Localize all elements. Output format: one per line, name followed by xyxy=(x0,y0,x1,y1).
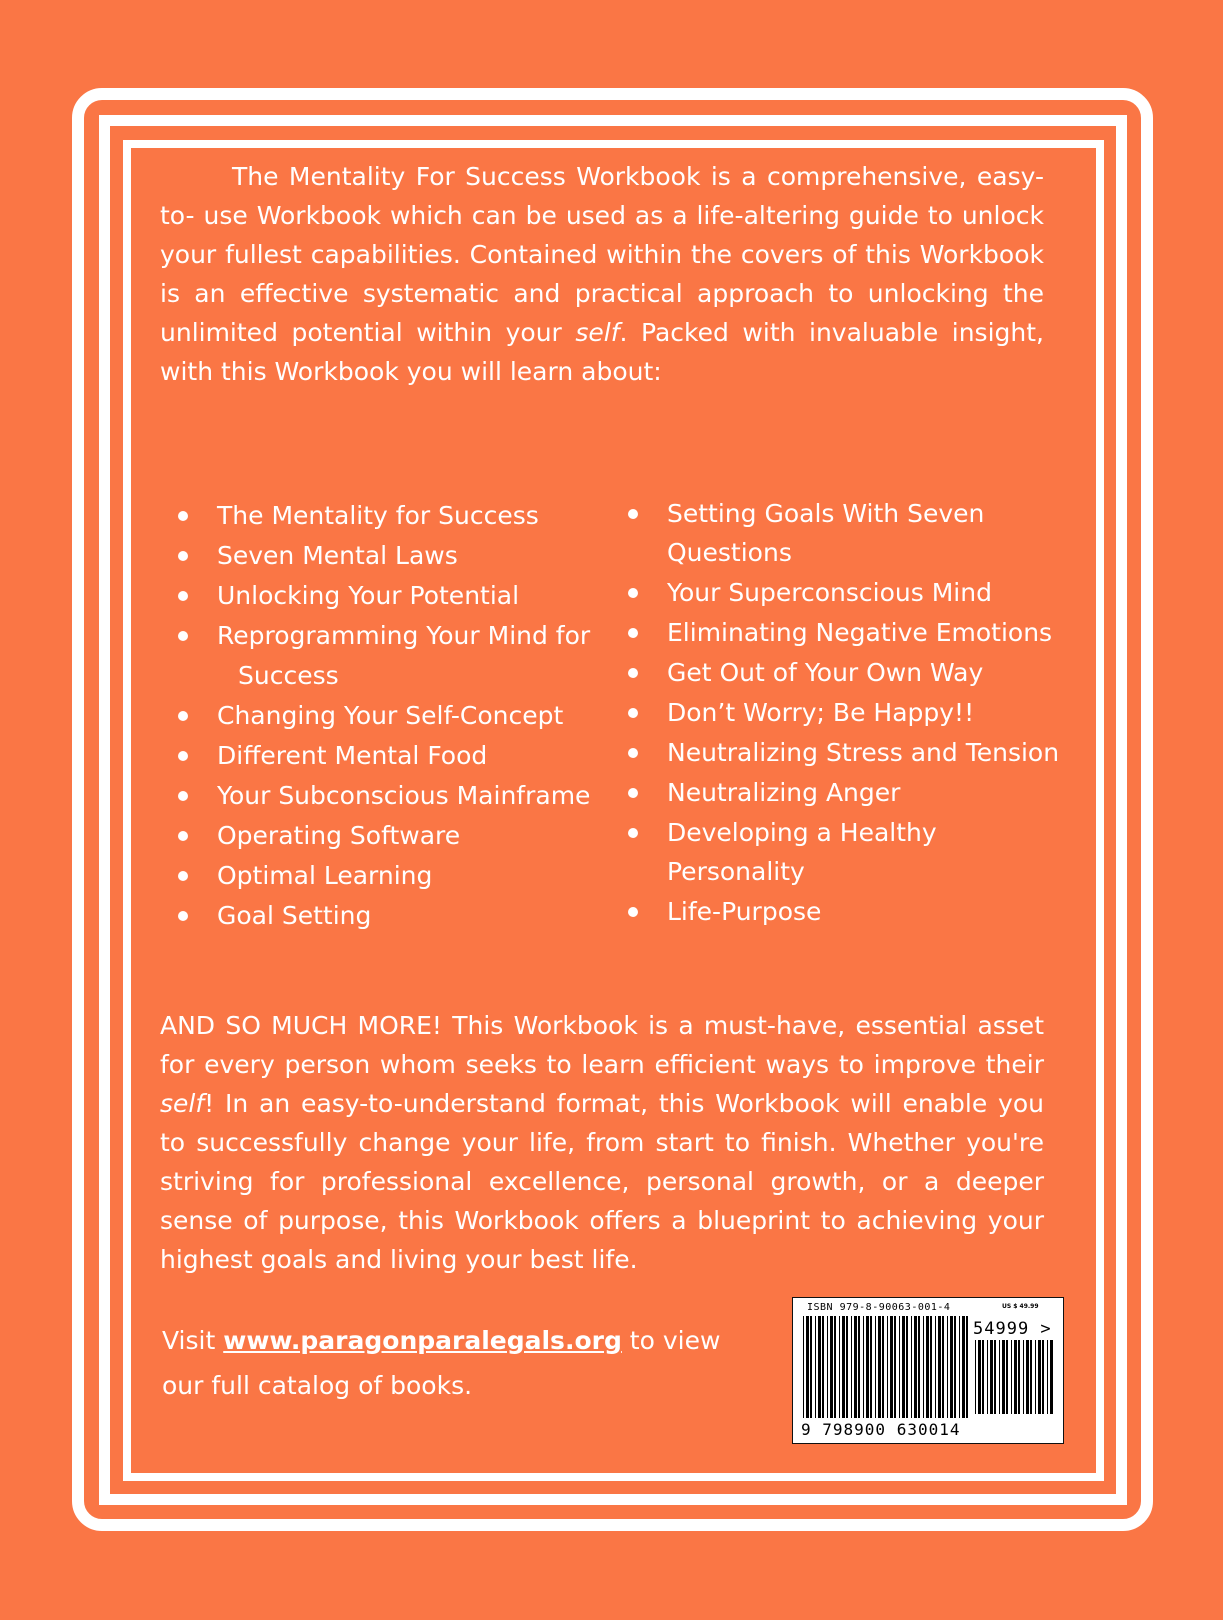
bullet-icon xyxy=(178,591,188,601)
intro-text-1: The Mentality For Success Workbook is a comprehensive, easy-to- use Workbook which can be used as a life-altering guide to unlock your fullest capabilities. Contained within the covers of this Workbook is an effective systematic and practical approach to unlocking the unlimited potential within your xyxy=(160,162,1044,347)
topic-label: Optimal Learning xyxy=(217,861,433,890)
bullet-icon xyxy=(178,911,188,921)
topic-item xyxy=(160,536,630,575)
isbn-barcode xyxy=(792,1297,1064,1444)
topic-label: Neutralizing Stress and Tension xyxy=(667,738,1060,767)
topic-item xyxy=(610,892,1080,931)
intro-text-2: . Packed with invaluable insight, with this Workbook you will learn about: xyxy=(160,318,1044,386)
visit-prefix: Visit xyxy=(162,1326,224,1355)
outro-paragraph xyxy=(160,1006,1044,1279)
topic-item xyxy=(610,653,1080,692)
main-barcode-bars xyxy=(801,1316,971,1420)
bullet-icon xyxy=(628,588,638,598)
topic-item-continuation: Success xyxy=(238,661,339,690)
topic-item xyxy=(160,696,630,735)
intro-italic: self xyxy=(575,318,620,347)
bullet-icon xyxy=(628,668,638,678)
outro-text-1: AND SO MUCH MORE! This Workbook is a must-have, essential asset for every person whom seeks to learn efficient ways to improve their xyxy=(160,1011,1044,1079)
topic-item xyxy=(160,576,630,615)
topic-label: Seven Mental Laws xyxy=(217,541,458,570)
bullet-icon xyxy=(628,907,638,917)
price-code: 54999 > xyxy=(973,1319,1052,1339)
topic-label: Unlocking Your Potential xyxy=(217,581,520,610)
topics-list-right xyxy=(610,494,1080,932)
topic-item xyxy=(160,896,630,935)
visit-line xyxy=(162,1318,722,1408)
topic-label: Operating Software xyxy=(217,821,461,850)
bullet-icon xyxy=(178,511,188,521)
topic-label: Your Subconscious Mainframe xyxy=(217,781,591,810)
topic-label: Eliminating Negative Emotions xyxy=(667,618,1053,647)
topic-item xyxy=(160,736,630,775)
topic-label: Developing a Healthy Personality xyxy=(667,818,937,886)
topic-label: Different Mental Food xyxy=(217,741,488,770)
topic-item xyxy=(610,573,1080,612)
topics-list-left xyxy=(160,496,630,936)
bullet-icon xyxy=(628,748,638,758)
bullet-icon xyxy=(178,791,188,801)
website-link[interactable]: www.paragonparalegals.org xyxy=(223,1326,622,1355)
bullet-icon xyxy=(178,711,188,721)
bullet-icon xyxy=(628,788,638,798)
topic-item xyxy=(160,776,630,815)
topic-item xyxy=(160,616,630,655)
topic-label: Reprogramming Your Mind for xyxy=(217,621,591,650)
addon-barcode-bars xyxy=(973,1340,1053,1416)
bullet-icon xyxy=(628,628,638,638)
bullet-icon xyxy=(178,751,188,761)
bullet-icon xyxy=(178,631,188,641)
topic-item xyxy=(610,613,1080,652)
topic-item xyxy=(160,816,630,855)
isbn-label: ISBN 979-8-90063-001-4 xyxy=(807,1302,951,1313)
topic-label: Neutralizing Anger xyxy=(667,778,901,807)
topic-item xyxy=(610,813,1080,891)
topic-label: The Mentality for Success xyxy=(217,501,539,530)
bullet-icon xyxy=(628,828,638,838)
intro-paragraph xyxy=(160,157,1044,391)
topic-label: Your Superconscious Mind xyxy=(667,578,992,607)
topic-item xyxy=(610,494,1080,572)
topic-item xyxy=(610,773,1080,812)
outro-text-2: ! In an easy-to-understand format, this Workbook will enable you to successfully change your life, from start to finish. Whether you're striving for professional excellence, personal growth, or a deeper sense of purpose, this Workbook offers a blueprint to achieving your highest goals and living your best life. xyxy=(160,1089,1044,1274)
topic-label: Life-Purpose xyxy=(667,897,822,926)
bullet-icon xyxy=(178,831,188,841)
bullet-icon xyxy=(178,551,188,561)
bullet-icon xyxy=(178,871,188,881)
topic-item xyxy=(160,496,630,535)
bullet-icon xyxy=(628,708,638,718)
bullet-icon xyxy=(628,509,638,519)
topic-label: Setting Goals With Seven Questions xyxy=(667,499,985,567)
topic-item xyxy=(610,733,1080,772)
topic-label: Get Out of Your Own Way xyxy=(667,658,984,687)
outro-italic: self xyxy=(160,1089,205,1118)
topic-label: Goal Setting xyxy=(217,901,372,930)
ean-number: 9 798900 630014 xyxy=(801,1420,961,1439)
topic-item xyxy=(160,856,630,895)
price-label: US $ 49.99 xyxy=(1002,1303,1039,1310)
topic-item xyxy=(610,693,1080,732)
visit-suffix: to view our full catalog of books. xyxy=(162,1326,721,1400)
topic-label: Don’t Worry; Be Happy!! xyxy=(667,698,975,727)
topic-label: Changing Your Self-Concept xyxy=(217,701,564,730)
